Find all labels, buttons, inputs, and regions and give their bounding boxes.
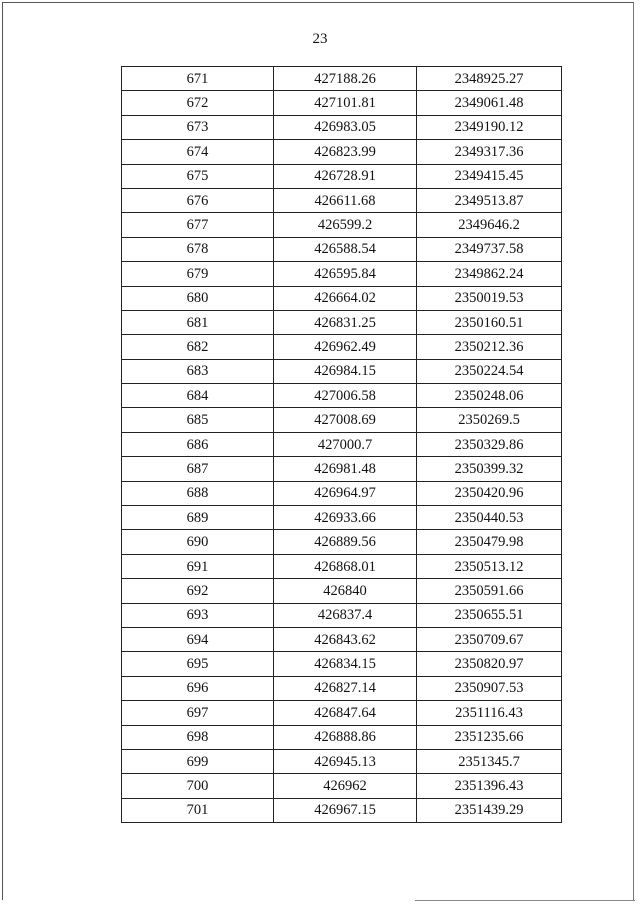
table-row bbox=[122, 481, 562, 505]
table-row bbox=[122, 554, 562, 578]
point-number-cell: 676 bbox=[122, 188, 274, 212]
y-coordinate-cell: 2351235.66 bbox=[417, 725, 562, 749]
point-number-cell: 686 bbox=[122, 432, 274, 456]
point-number-cell: 694 bbox=[122, 627, 274, 651]
y-coordinate-cell: 2348925.27 bbox=[417, 67, 562, 91]
y-coordinate-cell: 2351116.43 bbox=[417, 701, 562, 725]
x-coordinate-cell: 427000.7 bbox=[274, 432, 417, 456]
y-coordinate-cell: 2350224.54 bbox=[417, 359, 562, 383]
y-coordinate-cell: 2350440.53 bbox=[417, 506, 562, 530]
table-row bbox=[122, 188, 562, 212]
point-number-cell: 701 bbox=[122, 798, 274, 822]
point-number-cell: 684 bbox=[122, 384, 274, 408]
point-number-cell: 675 bbox=[122, 164, 274, 188]
table-row bbox=[122, 115, 562, 139]
table-row bbox=[122, 164, 562, 188]
x-coordinate-cell: 426834.15 bbox=[274, 652, 417, 676]
point-number-cell: 678 bbox=[122, 237, 274, 261]
x-coordinate-cell: 426847.64 bbox=[274, 701, 417, 725]
y-coordinate-cell: 2351439.29 bbox=[417, 798, 562, 822]
point-number-cell: 677 bbox=[122, 213, 274, 237]
y-coordinate-cell: 2351345.7 bbox=[417, 749, 562, 773]
point-number-cell: 673 bbox=[122, 115, 274, 139]
point-number-cell: 697 bbox=[122, 701, 274, 725]
x-coordinate-cell: 426981.48 bbox=[274, 457, 417, 481]
x-coordinate-cell: 426840 bbox=[274, 579, 417, 603]
point-number-cell: 685 bbox=[122, 408, 274, 432]
table-row bbox=[122, 530, 562, 554]
table-row bbox=[122, 627, 562, 651]
y-coordinate-cell: 2350907.53 bbox=[417, 676, 562, 700]
table-row bbox=[122, 798, 562, 822]
table-row bbox=[122, 676, 562, 700]
y-coordinate-cell: 2350329.86 bbox=[417, 432, 562, 456]
y-coordinate-cell: 2350655.51 bbox=[417, 603, 562, 627]
point-number-cell: 698 bbox=[122, 725, 274, 749]
coordinates-table-body bbox=[122, 67, 562, 823]
x-coordinate-cell: 426962 bbox=[274, 774, 417, 798]
x-coordinate-cell: 426967.15 bbox=[274, 798, 417, 822]
table-row bbox=[122, 652, 562, 676]
point-number-cell: 683 bbox=[122, 359, 274, 383]
table-row bbox=[122, 384, 562, 408]
point-number-cell: 680 bbox=[122, 286, 274, 310]
table-row bbox=[122, 310, 562, 334]
x-coordinate-cell: 426595.84 bbox=[274, 262, 417, 286]
y-coordinate-cell: 2350479.98 bbox=[417, 530, 562, 554]
x-coordinate-cell: 427101.81 bbox=[274, 91, 417, 115]
point-number-cell: 700 bbox=[122, 774, 274, 798]
x-coordinate-cell: 426728.91 bbox=[274, 164, 417, 188]
y-coordinate-cell: 2349061.48 bbox=[417, 91, 562, 115]
point-number-cell: 695 bbox=[122, 652, 274, 676]
x-coordinate-cell: 426827.14 bbox=[274, 676, 417, 700]
x-coordinate-cell: 426962.49 bbox=[274, 335, 417, 359]
x-coordinate-cell: 426945.13 bbox=[274, 749, 417, 773]
y-coordinate-cell: 2350160.51 bbox=[417, 310, 562, 334]
y-coordinate-cell: 2349513.87 bbox=[417, 188, 562, 212]
x-coordinate-cell: 426843.62 bbox=[274, 627, 417, 651]
table-row bbox=[122, 774, 562, 798]
x-coordinate-cell: 427188.26 bbox=[274, 67, 417, 91]
point-number-cell: 682 bbox=[122, 335, 274, 359]
table-row bbox=[122, 140, 562, 164]
x-coordinate-cell: 427008.69 bbox=[274, 408, 417, 432]
y-coordinate-cell: 2349646.2 bbox=[417, 213, 562, 237]
table-row bbox=[122, 237, 562, 261]
x-coordinate-cell: 426933.66 bbox=[274, 506, 417, 530]
point-number-cell: 671 bbox=[122, 67, 274, 91]
x-coordinate-cell: 426664.02 bbox=[274, 286, 417, 310]
table-row bbox=[122, 91, 562, 115]
table-row bbox=[122, 262, 562, 286]
x-coordinate-cell: 426889.56 bbox=[274, 530, 417, 554]
x-coordinate-cell: 426868.01 bbox=[274, 554, 417, 578]
point-number-cell: 674 bbox=[122, 140, 274, 164]
point-number-cell: 672 bbox=[122, 91, 274, 115]
y-coordinate-cell: 2350269.5 bbox=[417, 408, 562, 432]
table-row bbox=[122, 67, 562, 91]
table-row bbox=[122, 432, 562, 456]
point-number-cell: 687 bbox=[122, 457, 274, 481]
y-coordinate-cell: 2351396.43 bbox=[417, 774, 562, 798]
x-coordinate-cell: 426984.15 bbox=[274, 359, 417, 383]
y-coordinate-cell: 2350820.97 bbox=[417, 652, 562, 676]
x-coordinate-cell: 426983.05 bbox=[274, 115, 417, 139]
bottom-edge-line bbox=[415, 900, 635, 901]
page-number: 23 bbox=[312, 31, 328, 47]
y-coordinate-cell: 2350420.96 bbox=[417, 481, 562, 505]
point-number-cell: 691 bbox=[122, 554, 274, 578]
x-coordinate-cell: 426964.97 bbox=[274, 481, 417, 505]
table-row bbox=[122, 579, 562, 603]
point-number-cell: 689 bbox=[122, 506, 274, 530]
table-row bbox=[122, 408, 562, 432]
x-coordinate-cell: 426888.86 bbox=[274, 725, 417, 749]
table-row bbox=[122, 603, 562, 627]
x-coordinate-cell: 426831.25 bbox=[274, 310, 417, 334]
table-row bbox=[122, 359, 562, 383]
point-number-cell: 679 bbox=[122, 262, 274, 286]
table-row bbox=[122, 749, 562, 773]
x-coordinate-cell: 427006.58 bbox=[274, 384, 417, 408]
y-coordinate-cell: 2350513.12 bbox=[417, 554, 562, 578]
y-coordinate-cell: 2350019.53 bbox=[417, 286, 562, 310]
point-number-cell: 699 bbox=[122, 749, 274, 773]
table-row bbox=[122, 213, 562, 237]
x-coordinate-cell: 426611.68 bbox=[274, 188, 417, 212]
x-coordinate-cell: 426823.99 bbox=[274, 140, 417, 164]
x-coordinate-cell: 426588.54 bbox=[274, 237, 417, 261]
y-coordinate-cell: 2349317.36 bbox=[417, 140, 562, 164]
x-coordinate-cell: 426837.4 bbox=[274, 603, 417, 627]
point-number-cell: 696 bbox=[122, 676, 274, 700]
point-number-cell: 681 bbox=[122, 310, 274, 334]
point-number-cell: 688 bbox=[122, 481, 274, 505]
y-coordinate-cell: 2349415.45 bbox=[417, 164, 562, 188]
table-row bbox=[122, 335, 562, 359]
y-coordinate-cell: 2350709.67 bbox=[417, 627, 562, 651]
coordinates-table bbox=[121, 66, 562, 823]
table-row bbox=[122, 457, 562, 481]
y-coordinate-cell: 2349190.12 bbox=[417, 115, 562, 139]
y-coordinate-cell: 2349862.24 bbox=[417, 262, 562, 286]
x-coordinate-cell: 426599.2 bbox=[274, 213, 417, 237]
y-coordinate-cell: 2350399.32 bbox=[417, 457, 562, 481]
y-coordinate-cell: 2349737.58 bbox=[417, 237, 562, 261]
table-row bbox=[122, 286, 562, 310]
point-number-cell: 690 bbox=[122, 530, 274, 554]
table-row bbox=[122, 725, 562, 749]
table-row bbox=[122, 506, 562, 530]
y-coordinate-cell: 2350212.36 bbox=[417, 335, 562, 359]
point-number-cell: 693 bbox=[122, 603, 274, 627]
table-row bbox=[122, 701, 562, 725]
y-coordinate-cell: 2350248.06 bbox=[417, 384, 562, 408]
y-coordinate-cell: 2350591.66 bbox=[417, 579, 562, 603]
point-number-cell: 692 bbox=[122, 579, 274, 603]
